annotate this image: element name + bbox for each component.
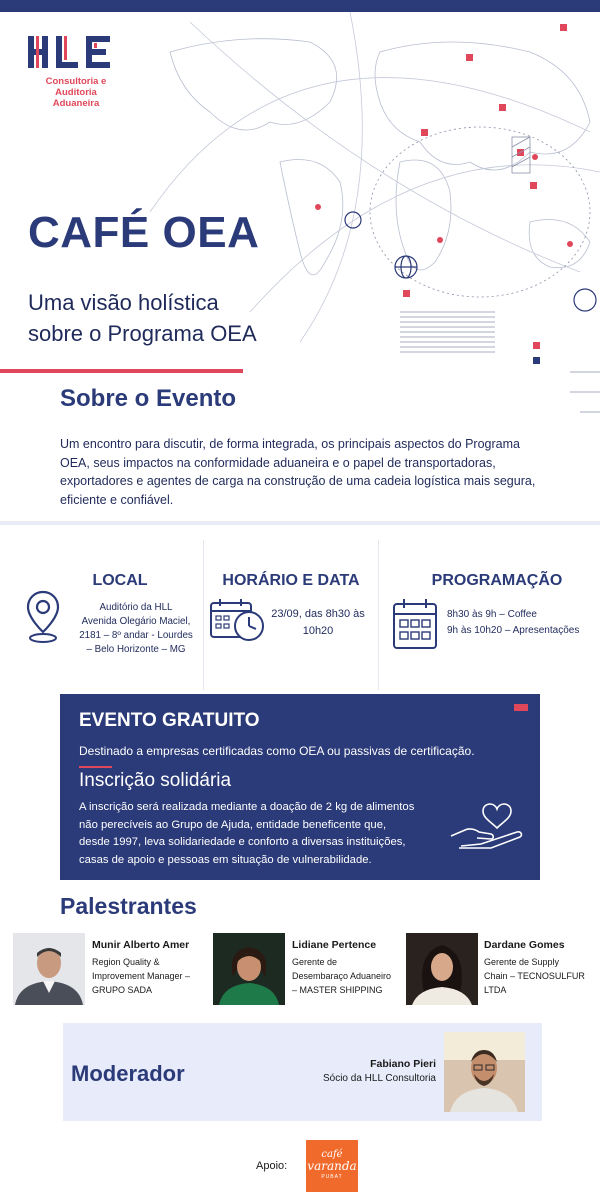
red-flag-accent: [514, 704, 528, 711]
moderator-box: [63, 1023, 542, 1121]
moderator-heading: Moderador: [71, 1061, 185, 1086]
speaker-role-1-line-3: GRUPO SADA: [92, 985, 153, 995]
horario-column: [205, 540, 377, 690]
event-subtitle: [28, 287, 348, 349]
event-title: CAFÉ OEA: [28, 208, 260, 257]
local-heading: LOCAL: [92, 572, 148, 589]
speakers-heading: Palestrantes: [60, 893, 197, 919]
subtitle-line1: Uma visão holística: [28, 290, 219, 315]
programacao-line-1: 8h30 às 9h – Coffee: [447, 609, 537, 620]
programacao-line-2: 9h às 10h20 – Apresentações: [447, 625, 580, 636]
free-event-box: [60, 694, 540, 880]
column-separator: [203, 540, 204, 690]
hle-logo-mark: [26, 36, 126, 68]
speaker-role-3-line-1: Gerente de Supply: [484, 957, 560, 967]
calendar-check-icon: [392, 598, 438, 650]
sponsor-line2: varanda: [307, 1159, 357, 1173]
red-underline: [79, 766, 112, 768]
local-line-4: – Belo Horizonte – MG: [86, 644, 186, 655]
moderator-photo: [444, 1032, 525, 1112]
local-column: [20, 540, 200, 690]
support-label: Apoio:: [256, 1160, 288, 1172]
horario-heading: HORÁRIO E DATA: [222, 572, 360, 589]
local-line-3: 2181 – 8º andar - Lourdes: [79, 630, 193, 641]
horario-line-2: 10h20: [302, 625, 334, 637]
red-divider: [0, 369, 243, 373]
calendar-clock-icon: [209, 598, 267, 642]
cafe-varanda-logo: [306, 1140, 358, 1192]
speaker-name-2: Lidiane Pertence: [292, 939, 377, 951]
speaker-role-2-line-1: Gerente de: [292, 957, 338, 967]
free-event-desc: Destinado a empresas certificadas como OEA ou passivas de certificação.: [79, 744, 475, 758]
solidarity-heading: Inscrição solidária: [79, 770, 232, 791]
speaker-role-2-line-2: Desembaraço Aduaneiro: [292, 971, 392, 981]
logo-line1: Consultoria e Auditoria: [45, 76, 107, 98]
speaker-photo-1: [13, 933, 85, 1005]
speaker-photo-3: [406, 933, 478, 1005]
speaker-role-1: [92, 955, 202, 997]
heart-hand-icon: [447, 802, 531, 850]
speaker-role-1-line-2: Improvement Manager –: [92, 971, 191, 981]
local-line-1: Auditório da HLL: [99, 602, 173, 613]
programacao-heading: PROGRAMAÇÃO: [431, 572, 563, 589]
column-separator: [378, 540, 379, 690]
moderator-name: Fabiano Pieri: [370, 1058, 436, 1070]
subtitle-line2: sobre o Programa OEA: [28, 321, 257, 346]
speaker-photo-2: [213, 933, 285, 1005]
speaker-role-3: [484, 955, 596, 997]
speaker-role-2: [292, 955, 407, 997]
solidarity-text: A inscrição será realizada mediante a doação de 2 kg de alimentos não perecíveis ao Grupo de Ajuda, entidade beneficente que, desde 1997, leva solidariedade e conforto a diversas instituições, casas de apoio e pessoas em situação de vulnerabilidade.: [79, 801, 415, 866]
sponsor-line3: PUBAT: [321, 1174, 343, 1180]
local-line-2: Avenida Olegário Maciel,: [81, 616, 191, 627]
speaker-role-2-line-3: – MASTER SHIPPING: [292, 985, 383, 995]
about-text: Um encontro para discutir, de forma integrada, os principais aspectos do Programa OEA, seus impactos na conformidade aduaneira e o papel de transportadoras, exportadores e agentes de carga na construção de uma cadeia logística mais segura, eficiente e confiável.: [60, 437, 536, 507]
moderator-role: Sócio da HLL Consultoria: [322, 1073, 436, 1084]
top-bar: [0, 0, 600, 12]
speaker-role-3-line-2: Chain – TECNOSULFUR: [484, 971, 585, 981]
location-pin-icon: [25, 588, 61, 646]
speaker-role-1-line-1: Region Quality &: [92, 957, 160, 967]
hle-logo: [26, 36, 126, 109]
programacao-text: [447, 607, 597, 639]
section-divider: [0, 521, 600, 525]
local-text: [76, 601, 196, 657]
sponsor-line1: café: [321, 1149, 343, 1160]
speaker-name-3: Dardane Gomes: [484, 939, 565, 951]
horario-text: [263, 606, 373, 640]
about-heading: Sobre o Evento: [60, 385, 237, 412]
horario-line-1: 23/09, das 8h30 às: [271, 608, 365, 620]
speaker-name-1: Munir Alberto Amer: [92, 939, 190, 951]
free-event-title: EVENTO GRATUITO: [79, 710, 260, 731]
logo-line2: Aduaneira: [52, 98, 100, 109]
speaker-role-3-line-3: LTDA: [484, 985, 507, 995]
programacao-column: [390, 540, 598, 690]
